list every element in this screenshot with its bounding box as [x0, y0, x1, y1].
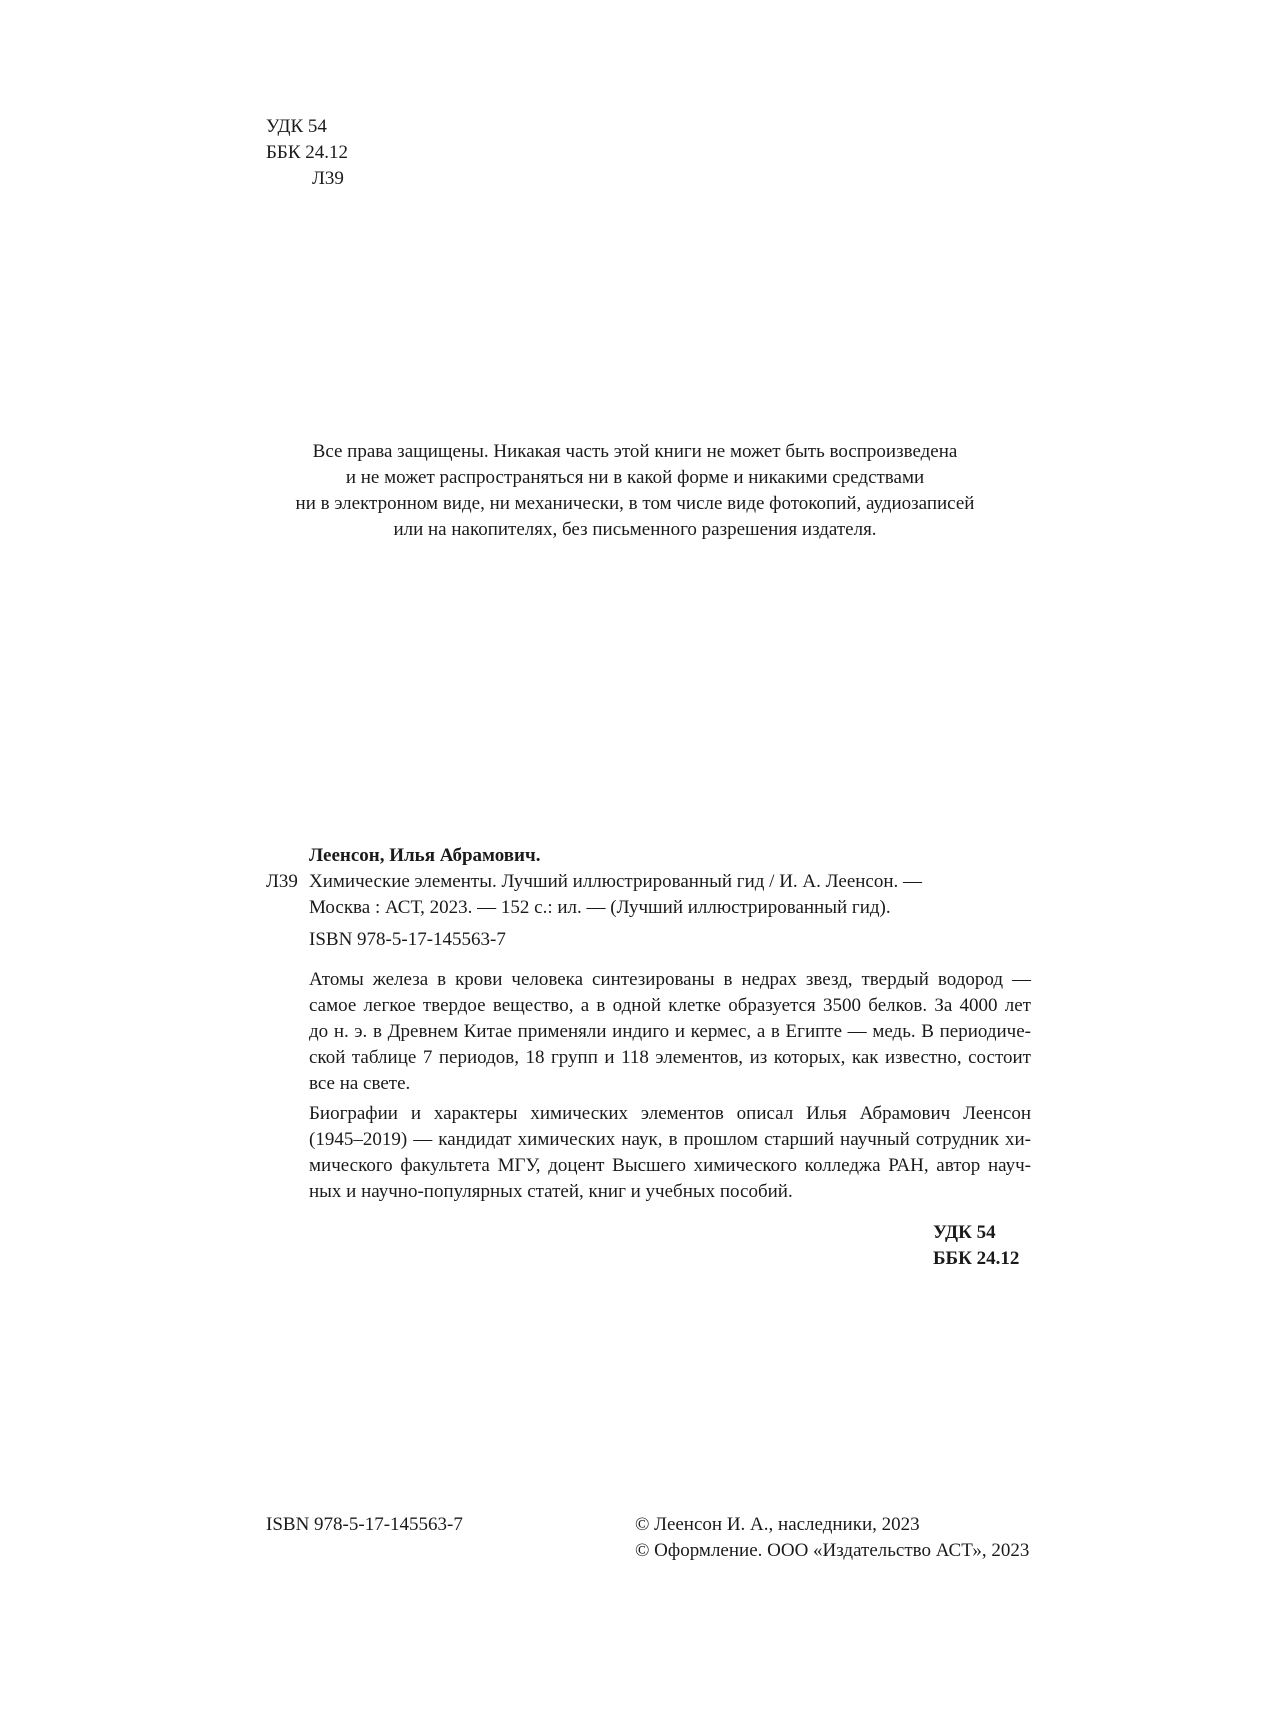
rights-line: Все права защищены. Никакая часть этой книги не может быть воспроизведена: [312, 441, 958, 462]
bbk-code-bold: ББК 24.12: [933, 1248, 1020, 1269]
catalog-title-line: Химические элементы. Лучший иллюстрированный гид / И. А. Леенсон. —: [309, 871, 923, 892]
catalog-isbn: ISBN 978-5-17-145563-7: [309, 929, 506, 950]
catalog-title-line: Москва : АСТ, 2023. — 152 с.: ил. — (Лучший иллюстрированный гид).: [309, 897, 891, 918]
copyright-line: © Оформление. ООО «Издательство АСТ», 2023: [635, 1540, 1030, 1561]
catalog-author: Леенсон, Илья Абрамович.: [309, 845, 541, 866]
annotation-line: (1945–2019) — кандидат химических наук, в прошлом старший научный сотрудник хи-: [309, 1129, 1031, 1150]
catalog-title: [309, 869, 922, 921]
annotation-paragraph-2: [309, 1101, 1031, 1205]
bbk-code: ББК 24.12: [266, 142, 348, 163]
annotation-line: все на свете.: [309, 1073, 411, 1094]
annotation-line: мического факультета МГУ, доцент Высшего химического колледжа РАН, автор науч-: [309, 1155, 1031, 1176]
rights-line: ни в электронном виде, ни механически, в том числе виде фотокопий, аудиозаписей: [295, 493, 975, 514]
rights-notice: [266, 439, 1004, 543]
annotation-paragraph-1: [309, 967, 1031, 1097]
copyright-line: © Леенсон И. А., наследники, 2023: [635, 1514, 920, 1535]
rights-line: или на накопителях, без письменного разрешения издателя.: [393, 519, 877, 540]
annotation: [309, 967, 1031, 1205]
udk-code: УДК 54: [266, 116, 327, 137]
annotation-line: ской таблице 7 периодов, 18 групп и 118 элементов, из которых, как известно, состоит: [309, 1047, 1031, 1068]
rights-line: и не может распространяться ни в какой форме и никакими средствами: [345, 467, 925, 488]
annotation-line: Биографии и характеры химических элементов описал Илья Абрамович Леенсон: [309, 1103, 1031, 1124]
copyright-block: [635, 1512, 1029, 1564]
annotation-line: ных и научно-популярных статей, книг и учебных пособий.: [309, 1181, 793, 1202]
top-classification-codes: [266, 114, 348, 192]
catalog-author-mark: Л39: [266, 871, 298, 892]
annotation-line: самое легкое твердое вещество, а в одной клетке образуется 3500 белков. За 4000 лет: [309, 995, 1031, 1016]
udk-code-bold: УДК 54: [933, 1222, 996, 1243]
annotation-line: Атомы железа в крови человека синтезированы в недрах звезд, твердый водород —: [309, 969, 1031, 990]
footer-isbn: ISBN 978-5-17-145563-7: [266, 1514, 463, 1535]
bottom-classification-codes: [933, 1220, 1019, 1272]
author-mark: Л39: [312, 168, 344, 189]
annotation-line: до н. э. в Древнем Китае применяли индиго и кермес, а в Египте — медь. В периодиче-: [309, 1021, 1031, 1042]
